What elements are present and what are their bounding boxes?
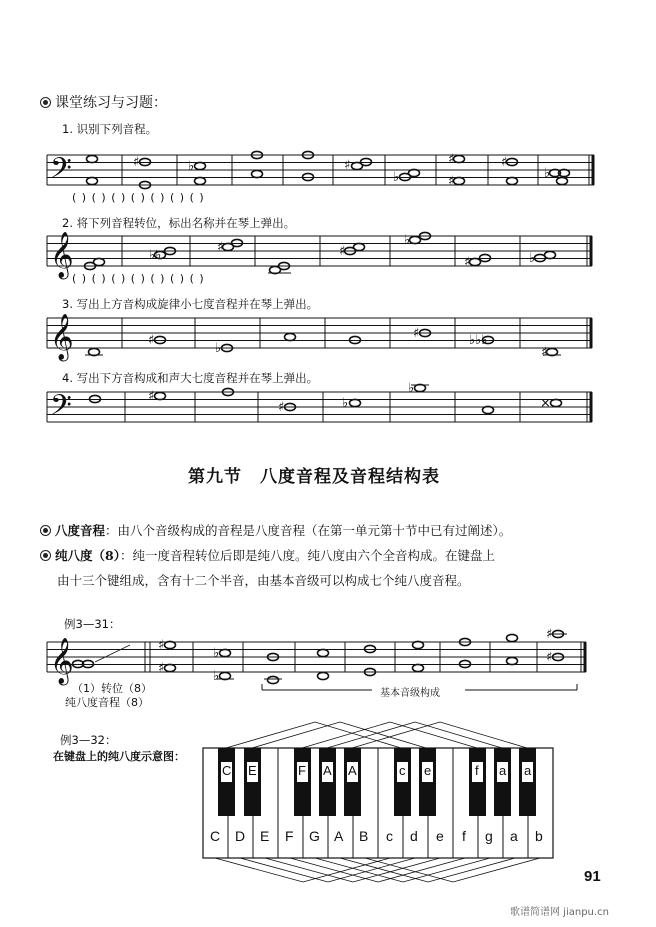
answer-slot[interactable]: ( ): [169, 191, 186, 204]
section-title: 第九节 八度音程及音程结构表: [188, 467, 440, 487]
example-32-label: 例3—32：: [60, 733, 117, 747]
answer-slot[interactable]: ( ): [189, 272, 205, 285]
svg-text:♯: ♯: [413, 326, 420, 341]
example-31-label: 例3—31：: [64, 617, 121, 631]
black-key-label: e: [424, 763, 432, 778]
black-key-label: C: [222, 763, 232, 778]
svg-text:♯: ♯: [158, 638, 165, 653]
white-key-label: e: [436, 828, 444, 844]
black-key-label: A: [348, 763, 357, 778]
white-key-label: b: [535, 828, 543, 844]
black-key-label: c: [399, 763, 406, 778]
white-key-label: B: [359, 828, 369, 844]
question-4: 4. 写出下方音构成和声大七度音程并在琴上弹出。: [62, 371, 319, 385]
svg-text:♯: ♯: [217, 240, 224, 255]
answer-slot[interactable]: ( ): [150, 272, 166, 285]
svg-text:♭: ♭: [188, 159, 195, 174]
svg-text:♯: ♯: [339, 244, 346, 259]
svg-text:♯: ♯: [448, 152, 455, 167]
svg-text:♭: ♭: [408, 381, 415, 396]
staff-3: [47, 318, 592, 348]
svg-text:♭: ♭: [544, 166, 551, 181]
bass-clef-icon: 𝄢: [50, 389, 72, 429]
black-key-label: A: [323, 763, 332, 778]
svg-text:♭: ♭: [393, 170, 400, 185]
svg-text:♭: ♭: [215, 341, 222, 356]
octave-paragraph: [40, 520, 630, 542]
white-key-label: f: [462, 828, 466, 844]
svg-text:♯: ♯: [448, 174, 455, 189]
treble-clef-icon: 𝄞: [50, 232, 74, 278]
svg-text:♯: ♯: [133, 155, 140, 170]
white-key-label: E: [260, 828, 270, 844]
svg-text:♯: ♯: [501, 155, 508, 170]
pure-octave-paragraph: [40, 545, 640, 567]
svg-text:♭: ♭: [213, 646, 220, 661]
white-key-label: C: [210, 828, 221, 844]
answer-slot[interactable]: ( ): [91, 191, 107, 204]
white-key-label: d: [410, 828, 418, 844]
white-key-label: A: [334, 828, 344, 844]
svg-text:♭: ♭: [213, 669, 220, 684]
black-key-label: F: [298, 763, 306, 778]
svg-text:♯: ♯: [278, 400, 285, 415]
svg-text:♭: ♭: [342, 396, 349, 411]
pure-octave-label: 纯八度（8）: [55, 548, 120, 563]
svg-text:♯: ♯: [546, 627, 553, 642]
answer-slot[interactable]: ( ): [111, 191, 127, 204]
answer-slot[interactable]: ( ): [72, 272, 88, 285]
black-key-label: E: [248, 763, 257, 778]
keyboard-diagram: [203, 722, 553, 882]
treble-clef-icon: 𝄞: [50, 638, 74, 684]
answer-row-1: [72, 191, 205, 204]
answer-slot[interactable]: ( ): [130, 191, 146, 204]
white-key-label: g: [485, 828, 493, 844]
svg-text:♭: ♭: [529, 251, 536, 266]
example-31-caption-1: （1）转位（8）: [72, 682, 152, 695]
svg-text:♯: ♯: [546, 650, 553, 665]
black-key-label: f: [475, 763, 479, 778]
svg-text:♭♭♭: ♭♭♭: [469, 333, 488, 348]
question-2: 2. 将下列音程转位，标出名称并在琴上弹出。: [62, 216, 296, 230]
octave-text: ：由八个音级构成的音程是八度音程（在第一单元第十节中已有过阐述）。: [105, 523, 512, 538]
staff-4: [47, 392, 592, 422]
svg-text:♯: ♯: [344, 158, 351, 173]
svg-text:×: ×: [540, 396, 551, 411]
answer-slot[interactable]: ( ): [150, 191, 166, 204]
page-number: 91: [584, 868, 601, 885]
example-31-caption-2: 纯八度音程（8）: [65, 696, 149, 709]
pure-octave-text-2: 由十三个键组成，含有十二个半音，由基本音级可以构成七个纯八度音程。: [57, 573, 470, 588]
practice-heading-text: 课堂练习与习题：: [55, 95, 167, 111]
svg-text:♯: ♯: [464, 255, 471, 270]
staff-2: [47, 236, 592, 266]
answer-slot[interactable]: ( ): [72, 191, 88, 204]
keyboard-caption: 在键盘上的纯八度示意图：: [53, 750, 185, 763]
svg-text:♯: ♯: [158, 661, 165, 676]
question-3: 3. 写出上方音构成旋律小七度音程并在琴上弹出。: [62, 297, 319, 311]
answer-row-2: [72, 272, 205, 285]
white-key-label: D: [235, 828, 246, 844]
answer-slot[interactable]: ( ): [91, 272, 107, 285]
svg-text:♭♭: ♭♭: [149, 248, 162, 263]
white-key-label: a: [510, 828, 518, 844]
black-key-label: a: [499, 763, 507, 778]
answer-slot[interactable]: ( ): [130, 272, 146, 285]
svg-text:♭: ♭: [404, 233, 411, 248]
bracket-label: 基本音级构成: [380, 688, 440, 699]
staff-1: [47, 155, 594, 185]
treble-clef-icon: 𝄞: [50, 314, 74, 360]
white-key-label: c: [386, 828, 393, 844]
answer-slot[interactable]: ( ): [111, 272, 127, 285]
bullet-icon: [40, 525, 51, 536]
svg-text:♯: ♯: [148, 389, 155, 404]
pure-octave-text: ：纯一度音程转位后即是纯八度。纯八度由六个全音构成。在键盘上: [119, 548, 495, 563]
watermark: 歌谱简谱网 jianpu.cn: [510, 907, 609, 918]
bullet-icon: [40, 550, 51, 561]
svg-text:♯: ♯: [541, 345, 548, 360]
bass-clef-icon: 𝄢: [50, 152, 72, 192]
white-key-label: F: [285, 828, 294, 844]
answer-slot[interactable]: ( ): [189, 191, 205, 204]
white-key-label: G: [309, 828, 320, 844]
octave-label: 八度音程: [55, 523, 106, 538]
svg-text:♯: ♯: [148, 333, 155, 348]
answer-slot[interactable]: ( ): [169, 272, 186, 285]
question-1: 1. 识别下列音程。: [62, 122, 158, 136]
black-key-label: a: [524, 763, 532, 778]
